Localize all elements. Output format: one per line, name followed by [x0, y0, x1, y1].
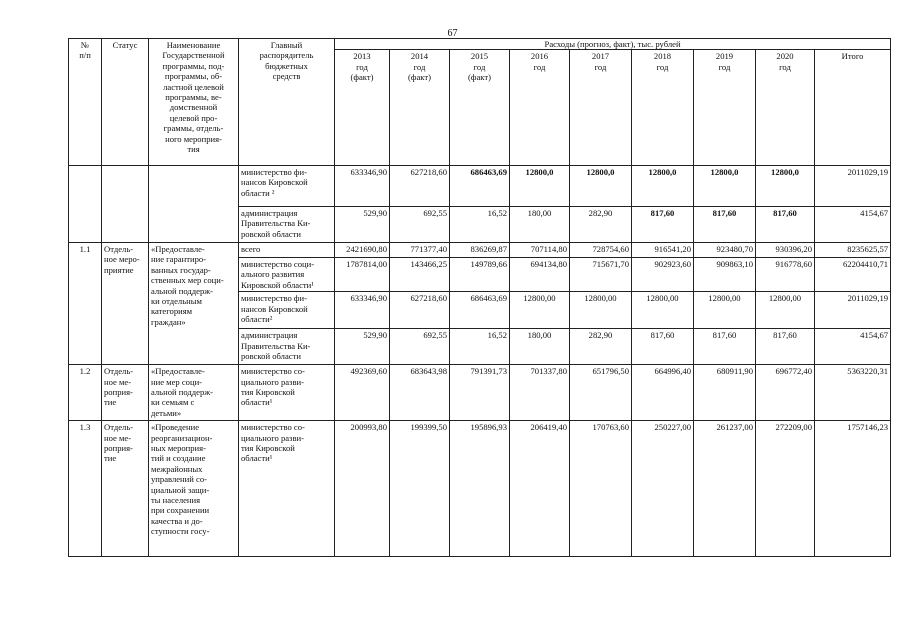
budget-manager-cell: министерство со- циального разви- тия Кировской области¹: [239, 365, 335, 421]
budget-manager-cell: всего: [239, 243, 335, 258]
amount-cell: 62204410,71: [815, 258, 891, 292]
header-year: 2017 год: [570, 50, 632, 166]
header-status: Статус: [102, 39, 149, 166]
amount-cell: 12800,00: [694, 292, 756, 329]
page-number: 67: [447, 28, 458, 39]
amount-cell: 1757146,23: [815, 421, 891, 557]
header-year: Итого: [815, 50, 891, 166]
amount-cell: 143466,25: [390, 258, 450, 292]
budget-manager-cell: администрация Правительства Ки- ровской области: [239, 329, 335, 365]
amount-cell: 200993,80: [335, 421, 390, 557]
amount-cell: 4154,67: [815, 329, 891, 365]
budget-manager-cell: министерство фи- нансов Кировской области ²: [239, 166, 335, 207]
program-name-cell: «Проведение реорганизацион- ных мероприя- тий и создание межрайонных управлений со- циальной защи- ты населения при сохранении качества и до- ступности госу-: [149, 421, 239, 557]
amount-cell: 633346,90: [335, 292, 390, 329]
amount-cell: 12800,0: [570, 166, 632, 207]
amount-cell: 16,52: [450, 207, 510, 243]
status-cell: [102, 166, 149, 243]
amount-cell: 817,60: [694, 329, 756, 365]
status-cell: Отдель- ное ме- роприя- тие: [102, 421, 149, 557]
header-num: № п/п: [69, 39, 102, 166]
amount-cell: 206419,40: [510, 421, 570, 557]
amount-cell: 250227,00: [632, 421, 694, 557]
table-row: [69, 365, 891, 421]
amount-cell: 282,90: [570, 329, 632, 365]
budget-manager-cell: министерство со- циального разви- тия Кировской области¹: [239, 421, 335, 557]
amount-cell: 817,60: [694, 207, 756, 243]
amount-cell: 12800,00: [756, 292, 815, 329]
amount-cell: 916778,60: [756, 258, 815, 292]
amount-cell: 170763,60: [570, 421, 632, 557]
budget-manager-cell: министерство фи- нансов Кировской области²: [239, 292, 335, 329]
row-number-cell: 1.1: [69, 243, 102, 365]
header-year: 2020 год: [756, 50, 815, 166]
amount-cell: 627218,60: [390, 166, 450, 207]
header-manager: Главный распорядитель бюджетных средств: [239, 39, 335, 166]
amount-cell: 909863,10: [694, 258, 756, 292]
amount-cell: 817,60: [632, 329, 694, 365]
amount-cell: 272209,00: [756, 421, 815, 557]
header-year: 2018 год: [632, 50, 694, 166]
row-number-cell: 1.3: [69, 421, 102, 557]
amount-cell: 728754,60: [570, 243, 632, 258]
budget-table: [68, 38, 891, 557]
amount-cell: 2011029,19: [815, 166, 891, 207]
amount-cell: 180,00: [510, 329, 570, 365]
budget-manager-cell: администрация Правительства Ки- ровской области: [239, 207, 335, 243]
amount-cell: 16,52: [450, 329, 510, 365]
amount-cell: 771377,40: [390, 243, 450, 258]
table-row: [69, 421, 891, 557]
amount-cell: 149789,66: [450, 258, 510, 292]
amount-cell: 12800,0: [510, 166, 570, 207]
amount-cell: 492369,60: [335, 365, 390, 421]
amount-cell: 12800,00: [570, 292, 632, 329]
header-name: Наименование Государственной программы, под- программы, об- ластной целевой программы, ве- домственной целевой про- граммы, отдель- ного мероприя- тия: [149, 39, 239, 166]
amount-cell: 199399,50: [390, 421, 450, 557]
amount-cell: 696772,40: [756, 365, 815, 421]
header-year: 2019 год: [694, 50, 756, 166]
amount-cell: 686463,69: [450, 292, 510, 329]
program-name-cell: «Предоставле- ние гарантиро- ванных государ- ственных мер соци- альной поддерж- ки отдельным категориям граждан»: [149, 243, 239, 365]
header-year: 2015 год (факт): [450, 50, 510, 166]
amount-cell: 8235625,57: [815, 243, 891, 258]
row-number-cell: [69, 166, 102, 243]
amount-cell: 195896,93: [450, 421, 510, 557]
amount-cell: 180,00: [510, 207, 570, 243]
amount-cell: 282,90: [570, 207, 632, 243]
amount-cell: 1787814,00: [335, 258, 390, 292]
table-body: [69, 39, 891, 557]
amount-cell: 664996,40: [632, 365, 694, 421]
amount-cell: 5363220,31: [815, 365, 891, 421]
amount-cell: 529,90: [335, 207, 390, 243]
table-row: [69, 166, 891, 207]
status-cell: Отдель- ное меро- приятие: [102, 243, 149, 365]
amount-cell: 12800,0: [756, 166, 815, 207]
header-expenses: Расходы (прогноз, факт), тыс. рублей: [335, 39, 891, 50]
amount-cell: 836269,87: [450, 243, 510, 258]
amount-cell: 817,60: [756, 207, 815, 243]
amount-cell: 916541,20: [632, 243, 694, 258]
amount-cell: 683643,98: [390, 365, 450, 421]
amount-cell: 651796,50: [570, 365, 632, 421]
amount-cell: 817,60: [756, 329, 815, 365]
amount-cell: 715671,70: [570, 258, 632, 292]
amount-cell: 680911,90: [694, 365, 756, 421]
header-year: 2014 год (факт): [390, 50, 450, 166]
table-row: [69, 243, 891, 258]
amount-cell: 12800,00: [632, 292, 694, 329]
header-year: 2013 год (факт): [335, 50, 390, 166]
amount-cell: 261237,00: [694, 421, 756, 557]
amount-cell: 4154,67: [815, 207, 891, 243]
budget-manager-cell: министерство соци- ального развития Кировской области¹: [239, 258, 335, 292]
header-year: 2016 год: [510, 50, 570, 166]
amount-cell: 2421690,80: [335, 243, 390, 258]
amount-cell: 707114,80: [510, 243, 570, 258]
program-name-cell: [149, 166, 239, 243]
header-row: [69, 39, 891, 50]
amount-cell: 930396,20: [756, 243, 815, 258]
row-number-cell: 1.2: [69, 365, 102, 421]
amount-cell: 692,55: [390, 329, 450, 365]
amount-cell: 686463,69: [450, 166, 510, 207]
amount-cell: 701337,80: [510, 365, 570, 421]
status-cell: Отдель- ное ме- роприя- тие: [102, 365, 149, 421]
program-name-cell: «Предоставле- ние мер соци- альной поддерж- ки семьям с детьми»: [149, 365, 239, 421]
amount-cell: 12800,0: [694, 166, 756, 207]
amount-cell: 923480,70: [694, 243, 756, 258]
amount-cell: 791391,73: [450, 365, 510, 421]
amount-cell: 12800,0: [632, 166, 694, 207]
amount-cell: 633346,90: [335, 166, 390, 207]
amount-cell: 529,90: [335, 329, 390, 365]
amount-cell: 694134,80: [510, 258, 570, 292]
amount-cell: 817,60: [632, 207, 694, 243]
amount-cell: 12800,00: [510, 292, 570, 329]
amount-cell: 692,55: [390, 207, 450, 243]
amount-cell: 902923,60: [632, 258, 694, 292]
amount-cell: 2011029,19: [815, 292, 891, 329]
amount-cell: 627218,60: [390, 292, 450, 329]
